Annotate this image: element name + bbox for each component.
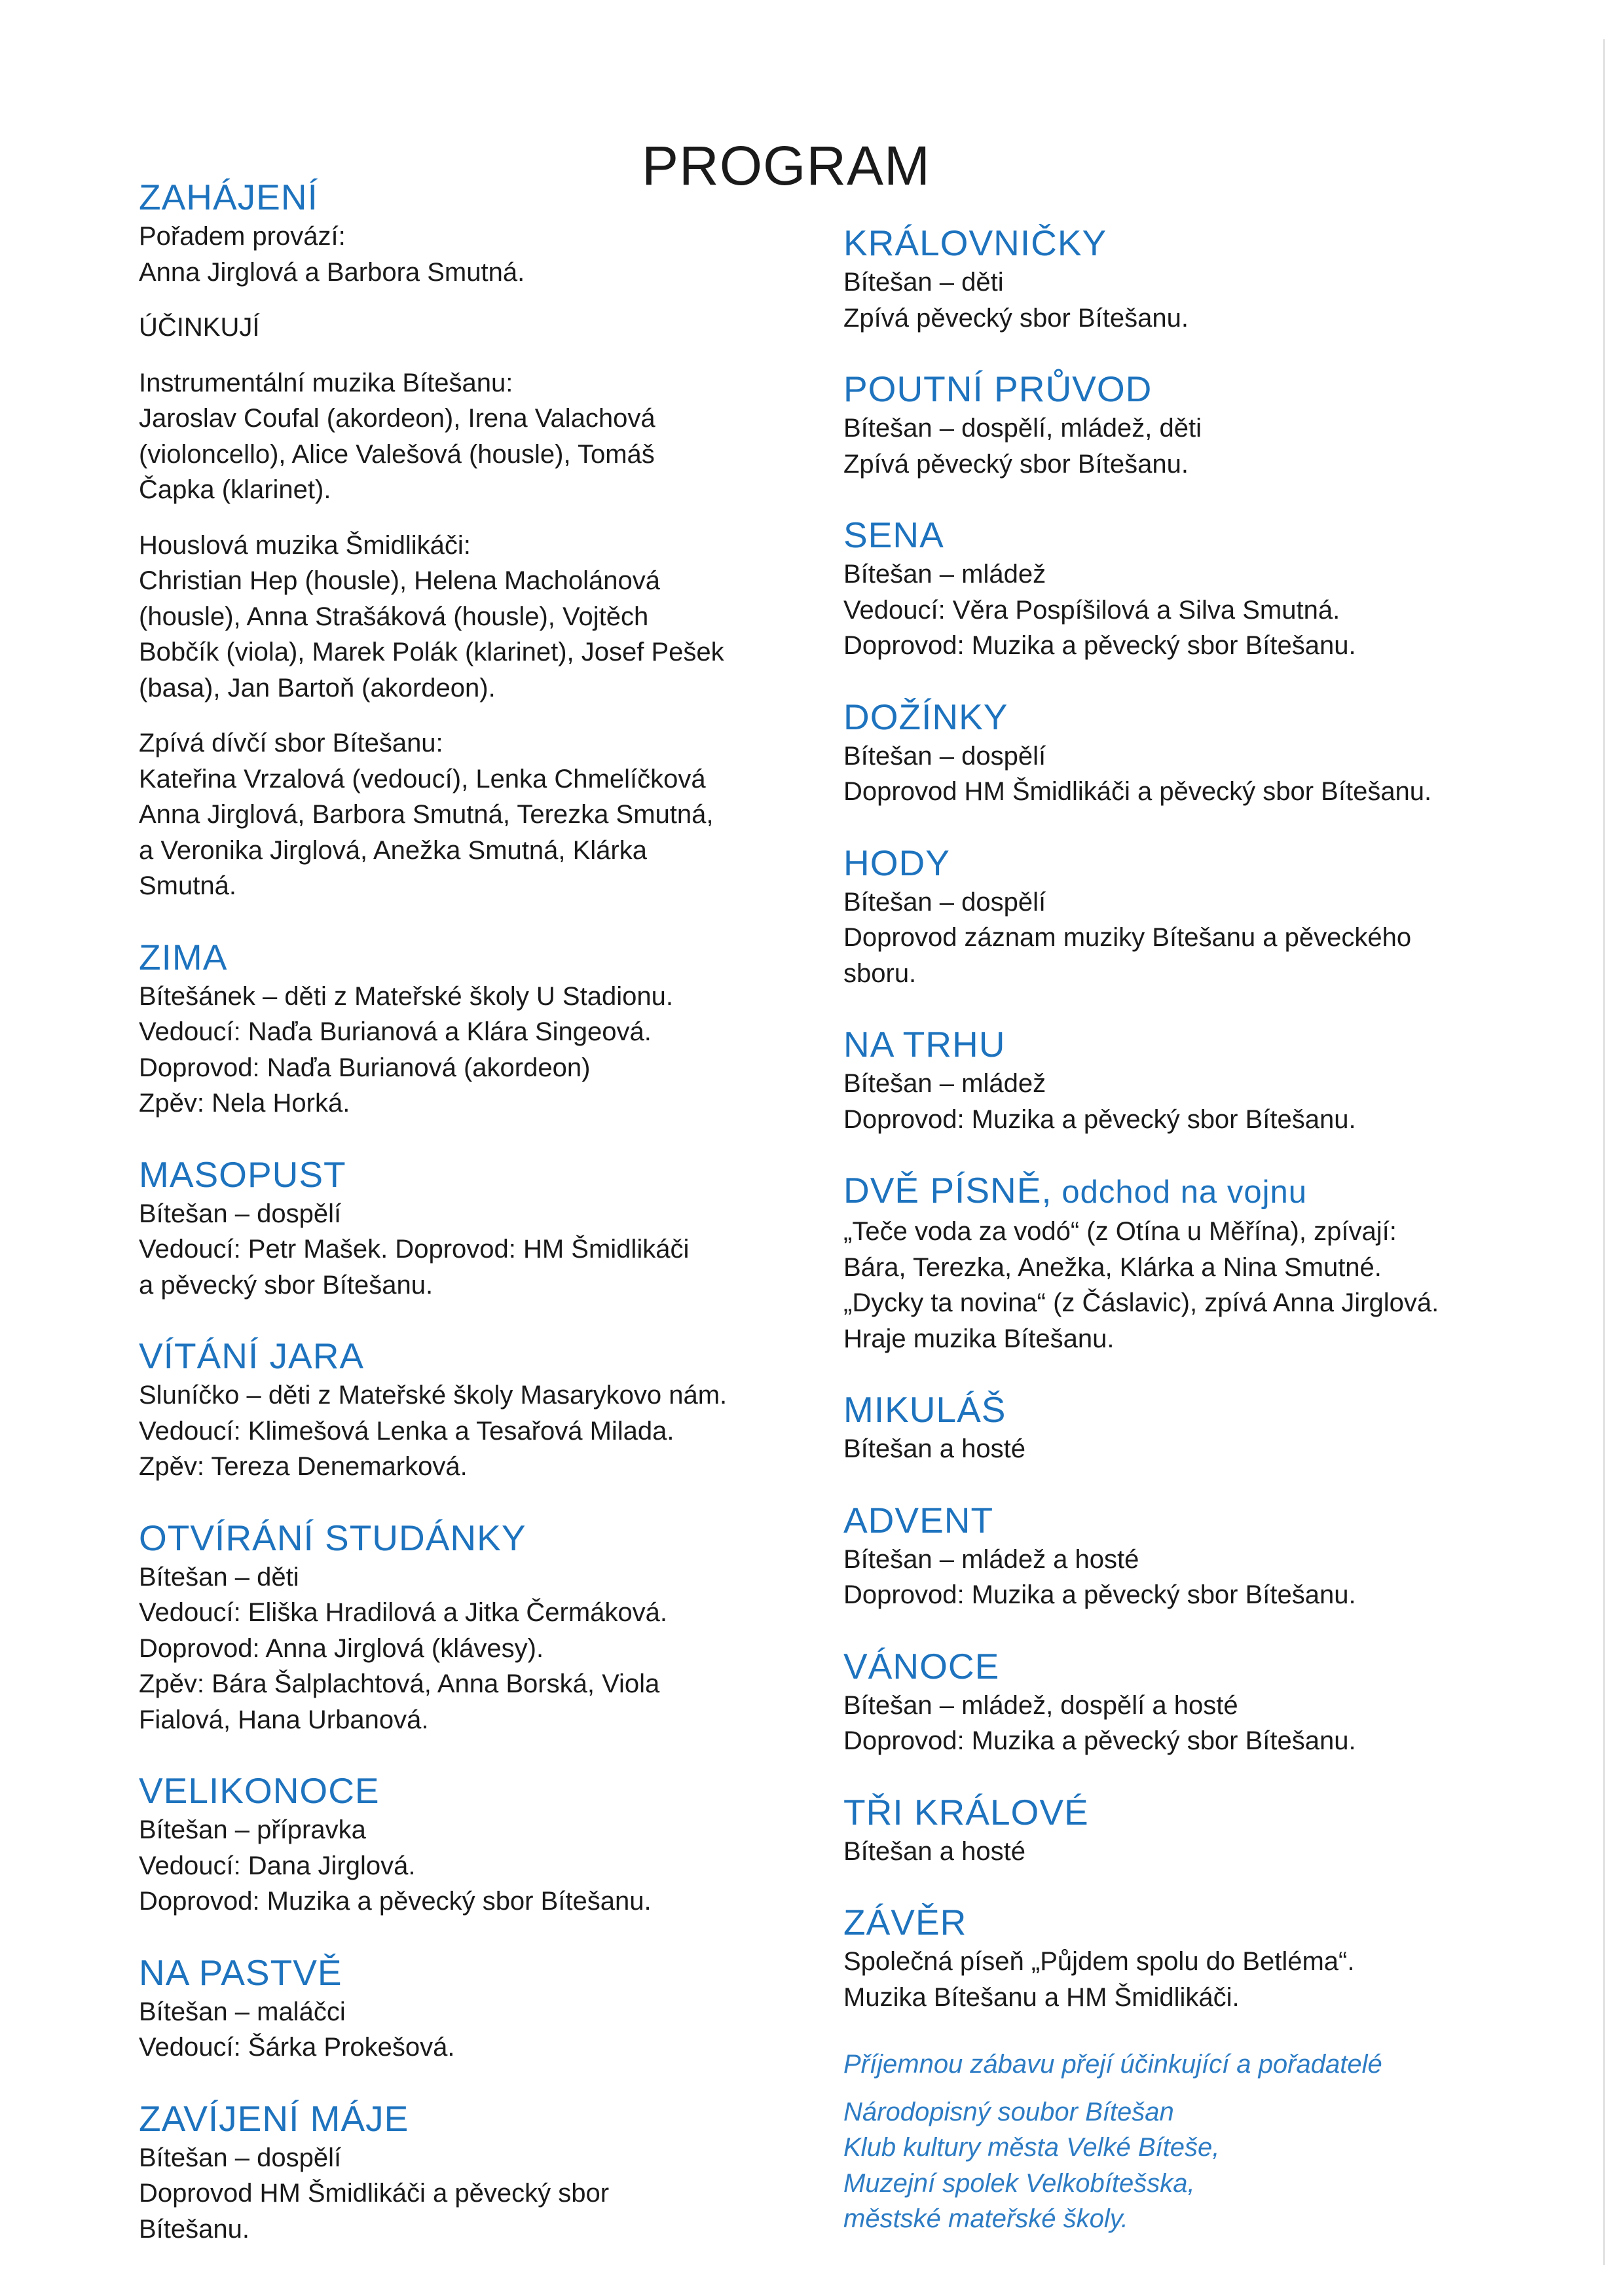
- section-heading: VÍTÁNÍ JARA: [139, 1336, 365, 1376]
- section-advent: [843, 1499, 1577, 1613]
- section-heading: OTVÍRÁNÍ STUDÁNKY: [139, 1517, 526, 1558]
- text-line: „Teče voda za vodó“ (z Otína u Měřína), zpívají:: [843, 1217, 1397, 1246]
- text-line: Bítešan – přípravka: [139, 1815, 366, 1844]
- text-line: Bítešan – maláčci: [139, 1997, 346, 2026]
- organizer-line: městské mateřské školy.: [843, 2204, 1128, 2233]
- section-heading: ZAVÍJENÍ MÁJE: [139, 2098, 409, 2139]
- text-line: Zpívá pěvecký sbor Bítešanu.: [843, 449, 1189, 479]
- text-line: Fialová, Hana Urbanová.: [139, 1705, 429, 1734]
- organizer-line: Národopisný soubor Bítešan: [843, 2097, 1174, 2126]
- section-heading: SENA: [843, 515, 944, 555]
- text-line: Vedoucí: Klimešová Lenka a Tesařová Milada.: [139, 1416, 674, 1446]
- text-line: Zpívá dívčí sbor Bítešanu:: [139, 729, 443, 757]
- text-line: Bítešan a hosté: [843, 1836, 1025, 1866]
- text-line: Anna Jirglová a Barbora Smutná.: [139, 257, 525, 287]
- text-line: Vedoucí: Naďa Burianová a Klára Singeová.: [139, 1017, 652, 1046]
- section-zavijeni-maje: [139, 2097, 872, 2248]
- section-masopust: [139, 1153, 872, 1303]
- text-line: Bítešan – mládež: [843, 560, 1046, 589]
- text-line: Bítešan – mládež, dospělí a hosté: [843, 1690, 1238, 1720]
- text-line: Doprovod: Muzika a pěvecký sbor Bítešanu.: [843, 631, 1356, 660]
- text-line: Vedoucí: Věra Pospíšilová a Silva Smutná.: [843, 595, 1340, 625]
- section-zaver: [843, 1901, 1577, 2015]
- text-line: Bobčík (viola), Marek Polák (klarinet), Josef Pešek: [139, 638, 724, 666]
- section-heading: NA PASTVĚ: [139, 1952, 342, 1993]
- text-line: Zpěv: Tereza Denemarková.: [139, 1452, 468, 1481]
- text-line: (violoncello), Alice Valešová (housle), Tomáš: [139, 439, 655, 469]
- text-line: Doprovod záznam muziky Bítešanu a pěveckého: [843, 923, 1412, 952]
- section-heading: NA TRHU: [843, 1024, 1006, 1065]
- left-column: [139, 175, 872, 2278]
- text-line: Doprovod: Naďa Burianová (akordeon): [139, 1053, 591, 1082]
- text-line: Pořadem provází:: [139, 222, 346, 251]
- section-na-trhu: [843, 1023, 1577, 1137]
- section-heading-main: DVĚ PÍSNĚ,: [843, 1170, 1052, 1211]
- section-vanoce: [843, 1645, 1577, 1759]
- text-line: Anna Jirglová, Barbora Smutná, Terezka Smutná,: [139, 800, 714, 829]
- text-line: Kateřina Vrzalová (vedoucí), Lenka Chmelíčková: [139, 764, 706, 793]
- text-line: Vedoucí: Petr Mašek. Doprovod: HM Šmidlikáči: [139, 1235, 690, 1264]
- organizer-line: Klub kultury města Velké Bíteše,: [843, 2133, 1220, 2162]
- section-heading: HODY: [843, 842, 950, 883]
- text-line: Bítešánek – děti z Mateřské školy U Stadionu.: [139, 981, 673, 1011]
- text-line: Zpěv: Nela Horká.: [139, 1089, 350, 1118]
- text-line: (housle), Anna Strašáková (housle), Vojtěch: [139, 602, 649, 631]
- section-velikonoce: [139, 1769, 872, 1920]
- footer: [843, 2047, 1577, 2237]
- section-sena: [843, 513, 1577, 664]
- text-line: Bítešan – dospělí: [843, 741, 1046, 771]
- section-hody: [843, 841, 1577, 992]
- text-line: Jaroslav Coufal (akordeon), Irena Valachová: [139, 404, 655, 433]
- text-line: Instrumentální muzika Bítešanu:: [139, 368, 513, 397]
- text-line: Smutná.: [139, 871, 236, 900]
- text-line: Hraje muzika Bítešanu.: [843, 1324, 1115, 1353]
- section-heading: VÁNOCE: [843, 1645, 1000, 1686]
- text-line: Doprovod: Anna Jirglová (klávesy).: [139, 1633, 544, 1663]
- section-heading: VELIKONOCE: [139, 1770, 380, 1811]
- section-mikulas: [843, 1388, 1577, 1467]
- section-vitani-jara: [139, 1334, 872, 1485]
- section-dozinky: [843, 695, 1577, 810]
- text-line: Bítešan – děti: [843, 268, 1004, 297]
- thanks-line: Příjemnou zábavu přejí účinkující a pořadatelé: [843, 2050, 1382, 2079]
- text-line: „Dycky ta novina“ (z Čáslavic), zpívá Anna Jirglová.: [843, 1288, 1439, 1317]
- text-line: Zpívá pěvecký sbor Bítešanu.: [843, 303, 1189, 333]
- text-line: Bítešan – děti: [139, 1562, 299, 1592]
- section-kralovnicky: [843, 221, 1577, 336]
- text-line: (basa), Jan Bartoň (akordeon).: [139, 673, 496, 702]
- section-heading: ZIMA: [139, 936, 228, 977]
- text-line: Bítešan – mládež: [843, 1069, 1046, 1098]
- organizer-line: Muzejní spolek Velkobítešska,: [843, 2168, 1195, 2198]
- text-line: Zpěv: Bára Šalplachtová, Anna Borská, Viola: [139, 1669, 660, 1698]
- text-line: Bítešanu.: [139, 2214, 250, 2244]
- section-heading: KRÁLOVNIČKY: [843, 223, 1107, 263]
- text-line: Bítešan – dospělí: [139, 1199, 342, 1228]
- section-tri-krale: [843, 1791, 1577, 1870]
- right-column: [843, 221, 1577, 2237]
- section-heading: MIKULÁŠ: [843, 1389, 1006, 1430]
- text-line: Bára, Terezka, Anežka, Klárka a Nina Smutné.: [843, 1252, 1382, 1282]
- text-line: Bítešan – dospělí: [139, 2143, 342, 2172]
- section-heading: ZAHÁJENÍ: [139, 177, 318, 217]
- text-line: Doprovod: Muzika a pěvecký sbor Bítešanu.: [843, 1580, 1356, 1609]
- text-line: Společná píseň „Půjdem spolu do Betléma“.: [843, 1947, 1355, 1976]
- text-line: sboru.: [843, 958, 917, 988]
- section-otvirani-studanky: [139, 1516, 872, 1738]
- section-heading: POUTNÍ PRŮVOD: [843, 369, 1153, 409]
- section-na-pastve: [139, 1951, 872, 2066]
- scan-edge-line: [1603, 39, 1605, 2265]
- section-poutni-pruvod: [843, 367, 1577, 482]
- text-line: Doprovod: Muzika a pěvecký sbor Bítešanu.: [843, 1104, 1356, 1134]
- section-zahajeni: [139, 175, 872, 904]
- text-line: Vedoucí: Dana Jirglová.: [139, 1851, 416, 1880]
- text-line: a pěvecký sbor Bítešanu.: [139, 1270, 434, 1300]
- text-line: Vedoucí: Eliška Hradilová a Jitka Čermáková.: [139, 1598, 668, 1627]
- section-subheading: odchod na vojnu: [1052, 1175, 1307, 1210]
- text-line: Houslová muzika Šmidlikáči:: [139, 530, 471, 560]
- text-line: Doprovod: Muzika a pěvecký sbor Bítešanu.: [843, 1726, 1356, 1755]
- section-dve-pisne: [843, 1169, 1577, 1357]
- text-line: Doprovod HM Šmidlikáči a pěvecký sbor: [139, 2179, 610, 2208]
- section-heading: ZÁVĚR: [843, 1902, 967, 1942]
- text-line: Sluníčko – děti z Mateřské školy Masarykovo nám.: [139, 1381, 728, 1410]
- text-line: Muzika Bítešanu a HM Šmidlikáči.: [843, 1982, 1240, 2012]
- text-line: ÚČINKUJÍ: [139, 313, 260, 342]
- text-line: Čapka (klarinet).: [139, 475, 331, 504]
- section-zima: [139, 936, 872, 1121]
- text-line: Bítešan – dospělí: [843, 887, 1046, 917]
- text-line: Bítešan a hosté: [843, 1434, 1025, 1463]
- text-line: Doprovod HM Šmidlikáči a pěvecký sbor Bítešanu.: [843, 777, 1432, 806]
- section-heading: [843, 1169, 1577, 1214]
- section-heading: DOŽÍNKY: [843, 696, 1008, 737]
- section-heading: MASOPUST: [139, 1154, 346, 1195]
- text-line: a Veronika Jirglová, Anežka Smutná, Klárka: [139, 835, 647, 865]
- text-line: Bítešan – mládež a hosté: [843, 1544, 1139, 1574]
- text-line: Vedoucí: Šárka Prokešová.: [139, 2033, 455, 2062]
- text-line: Doprovod: Muzika a pěvecký sbor Bítešanu.: [139, 1887, 652, 1916]
- text-line: Christian Hep (housle), Helena Macholánová: [139, 566, 660, 595]
- section-heading: ADVENT: [843, 1499, 994, 1540]
- section-heading: TŘI KRÁLOVÉ: [843, 1791, 1089, 1832]
- page-title: PROGRAM: [642, 135, 931, 196]
- text-line: Bítešan – dospělí, mládež, děti: [843, 414, 1202, 443]
